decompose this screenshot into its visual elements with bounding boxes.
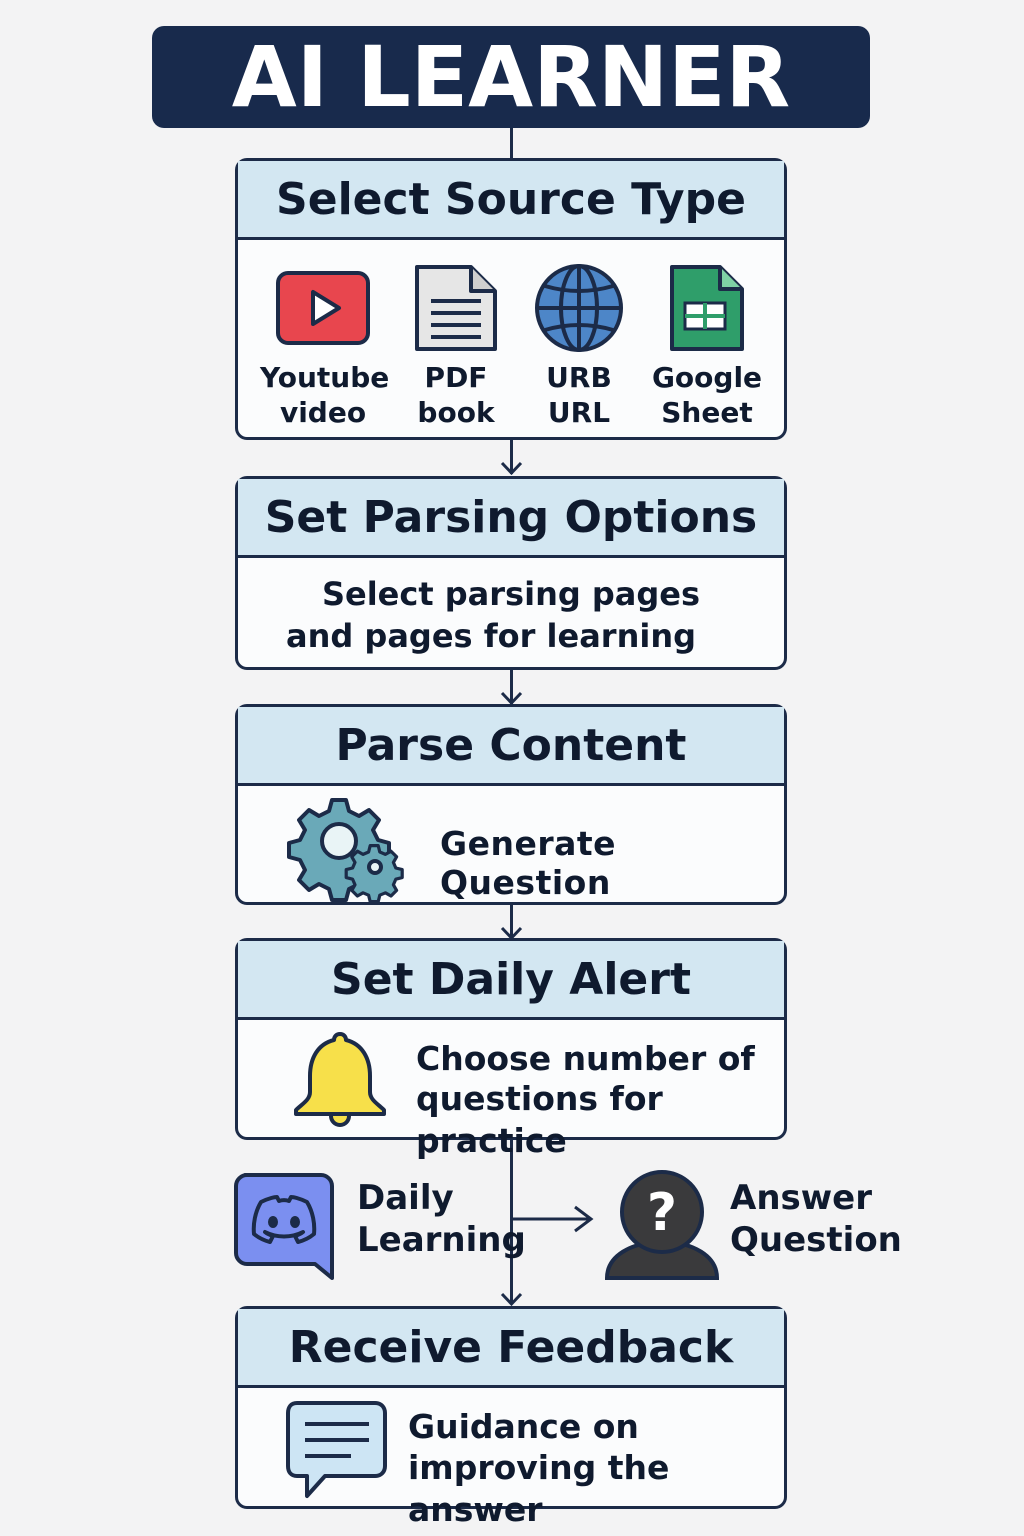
step-receive-feedback (235, 1306, 787, 1529)
source-label-line1: PDF (424, 361, 488, 394)
question-user-icon (603, 1168, 721, 1284)
svg-text:?: ? (646, 1183, 678, 1243)
pdf-document-icon (393, 262, 519, 354)
parse-text: Generate Question (440, 824, 617, 902)
step-header: Parse Content (238, 707, 784, 786)
daily-learning-line2: Learning (357, 1220, 526, 1260)
chat-message-icon (285, 1400, 389, 1500)
source-label-line2: URL (547, 396, 611, 429)
google-sheet-icon (644, 262, 770, 354)
globe-icon (516, 262, 642, 354)
step-set-daily-alert (235, 938, 787, 1160)
source-google-sheet[interactable] (644, 262, 770, 430)
source-label-line1: Google (651, 361, 763, 394)
gears-icon (290, 794, 406, 898)
alert-text-line2: questions for practice (416, 1079, 663, 1160)
step-header: Select Source Type (238, 161, 784, 240)
step-set-parsing-options (235, 476, 787, 670)
source-youtube[interactable] (260, 262, 390, 430)
step-header: Receive Feedback (238, 1309, 784, 1388)
step-header: Set Parsing Options (238, 479, 784, 558)
feedback-text-line1: Guidance on (408, 1407, 639, 1446)
source-label-line2: video (279, 396, 367, 429)
parse-body (238, 786, 784, 906)
source-url[interactable] (516, 262, 642, 430)
source-label-line2: book (417, 396, 495, 429)
source-label-line2: Sheet (661, 396, 753, 429)
parsing-text-line2: and pages for learning (285, 617, 697, 655)
youtube-icon (260, 262, 386, 354)
step-select-source-type (235, 158, 787, 440)
bell-icon (290, 1028, 390, 1128)
answer-question-line2: Question (730, 1220, 902, 1260)
feedback-body (238, 1388, 784, 1529)
answer-question-line1: Answer (730, 1178, 872, 1218)
source-pdf[interactable] (393, 262, 519, 430)
daily-learning-line1: Daily (357, 1178, 454, 1218)
feedback-text-line2: improving the answer (408, 1448, 670, 1529)
source-label-line1: Youtube (260, 361, 390, 394)
source-label-line1: URB (546, 361, 612, 394)
step-header: Set Daily Alert (238, 941, 784, 1020)
parsing-body (238, 558, 784, 657)
parsing-text-line1: Select parsing pages (321, 575, 701, 613)
discord-icon (233, 1172, 335, 1282)
app-title: AI LEARNER (231, 28, 791, 126)
step-parse-content (235, 704, 787, 905)
alert-text-line1: Choose number of (416, 1039, 755, 1078)
alert-body (238, 1020, 784, 1160)
